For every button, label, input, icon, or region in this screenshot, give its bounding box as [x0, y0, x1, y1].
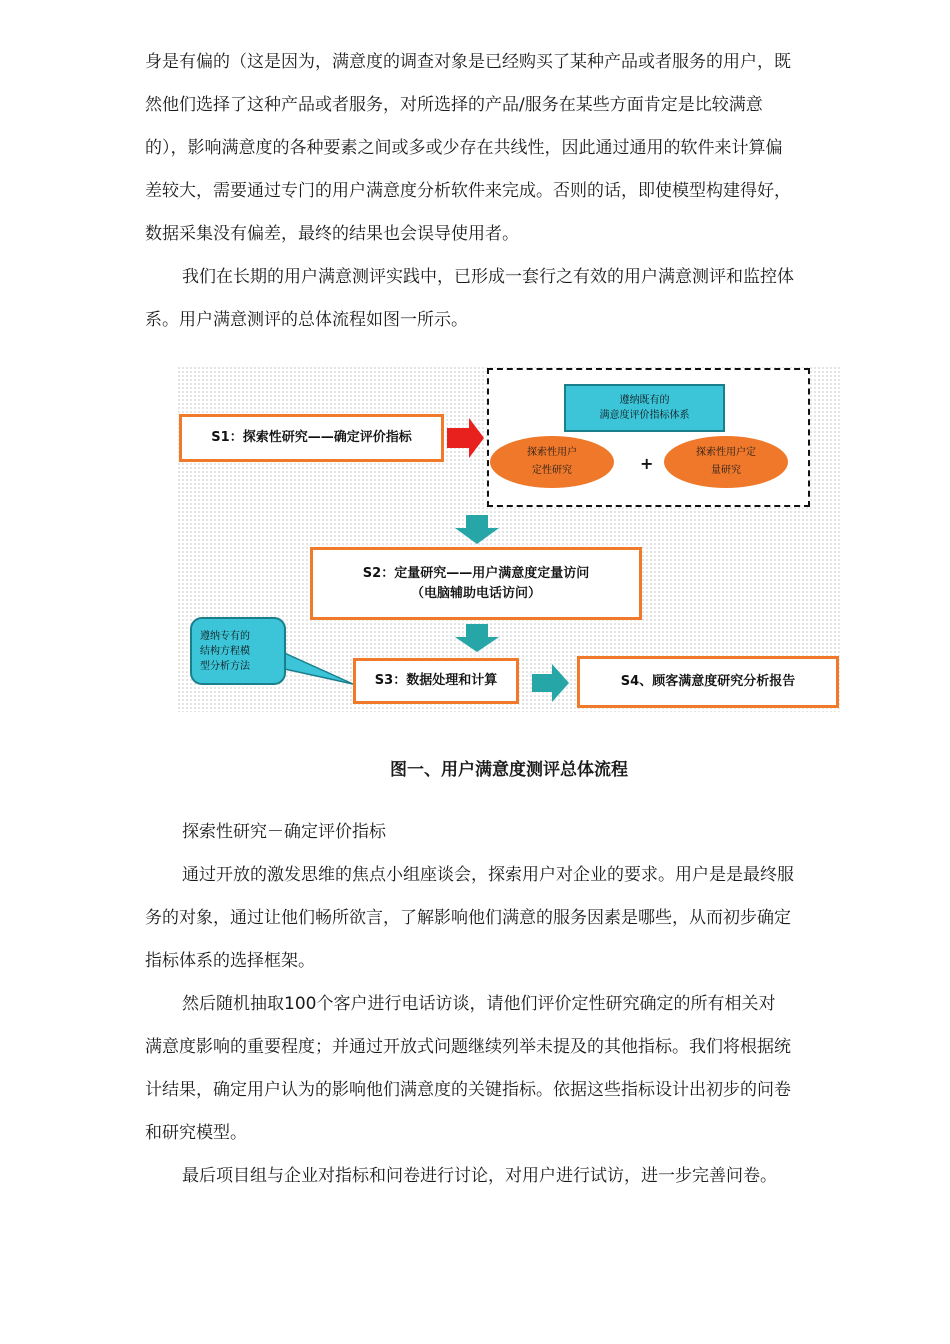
text-line: 身是有偏的（这是因为，满意度的调查对象是已经购买了某种产品或者服务的用户，既: [145, 52, 791, 72]
text-line: 差较大，需要通过专门的用户满意度分析软件来完成。否则的话，即使模型构建得好，: [145, 181, 791, 201]
text-line: 然后随机抽取100个客户进行电话访谈，请他们评价定性研究确定的所有相关对: [182, 994, 776, 1014]
paragraph-final: [145, 1155, 873, 1198]
qualitative-research-ellipse: [490, 436, 614, 488]
paragraph-bias: [145, 41, 873, 256]
figure-caption: 图一、用户满意度测评总体流程: [390, 760, 628, 780]
ellipse-right-line: 量研究: [711, 465, 741, 476]
step-s1-box: [179, 414, 444, 462]
flowchart-figure: [177, 366, 842, 712]
paragraph-focus-group: [145, 854, 873, 983]
cyan-top-line: 遵纳既有的: [619, 395, 670, 406]
callout-line: 结构方程模: [200, 645, 250, 657]
text-line: 计结果，确定用户认为的影响他们满意度的关键指标。依据这些指标设计出初步的问卷: [145, 1080, 791, 1100]
text-line: 满意度影响的重要程度；并通过开放式问题继续列举未提及的其他指标。我们将根据统: [145, 1037, 791, 1057]
text-line: 数据采集没有偏差，最终的结果也会误导使用者。: [145, 224, 519, 244]
step-s2-line: （电脑辅助电话访问）: [410, 585, 541, 601]
step-s1-label: S1：探索性研究——确定评价指标: [211, 430, 412, 445]
text-line: 我们在长期的用户满意测评实践中，已形成一套行之有效的用户满意测评和监控体: [182, 267, 794, 287]
paragraph-phone-survey: [145, 983, 873, 1155]
text-line: 和研究模型。: [145, 1123, 247, 1143]
callout-line: 遵纳专有的: [200, 630, 250, 642]
down-arrow-icon: [455, 515, 499, 544]
step-s2-line: S2：定量研究——用户满意度定量访问: [362, 565, 590, 581]
step-s4-box: [577, 656, 839, 708]
step-s4-label: S4、顾客满意度研究分析报告: [620, 674, 796, 689]
plus-sign: +: [640, 454, 654, 473]
red-arrow-icon: [447, 418, 484, 458]
ellipse-left-line: 定性研究: [532, 465, 572, 476]
callout-pointer-icon: [280, 651, 353, 684]
ellipse-left-line: 探索性用户: [527, 447, 577, 458]
right-arrow-icon: [532, 664, 569, 702]
text-line: 指标体系的选择框架。: [145, 951, 315, 971]
quantitative-research-ellipse: [664, 436, 788, 488]
section-heading: [145, 811, 873, 854]
paragraph-system: [145, 256, 873, 342]
text-line: 然他们选择了这种产品或者服务，对所选择的产品/服务在某些方面肯定是比较满意: [145, 95, 763, 115]
step-s3-label: S3：数据处理和计算: [374, 673, 498, 688]
sem-method-callout: [190, 617, 286, 685]
ellipse-right-line: 探索性用户定: [696, 447, 756, 458]
step-s3-box: [353, 658, 519, 704]
cyan-top-line: 满意度评价指标体系: [599, 410, 690, 421]
heading-text: 探索性研究－确定评价指标: [182, 822, 386, 842]
step-s2-box: [310, 547, 642, 620]
text-line: 最后项目组与企业对指标和问卷进行讨论，对用户进行试访，进一步完善问卷。: [182, 1166, 777, 1186]
existing-index-system-box: [564, 384, 725, 432]
down-arrow-icon: [455, 624, 499, 652]
text-line: 通过开放的激发思维的焦点小组座谈会，探索用户对企业的要求。用户是是最终服: [182, 865, 794, 885]
text-line: 的），影响满意度的各种要素之间或多或少存在共线性，因此通过通用的软件来计算偏: [145, 138, 783, 158]
callout-line: 型分析方法: [200, 660, 250, 672]
text-line: 系。用户满意测评的总体流程如图一所示。: [145, 310, 468, 330]
text-line: 务的对象，通过让他们畅所欲言，了解影响他们满意的服务因素是哪些，从而初步确定: [145, 908, 791, 928]
